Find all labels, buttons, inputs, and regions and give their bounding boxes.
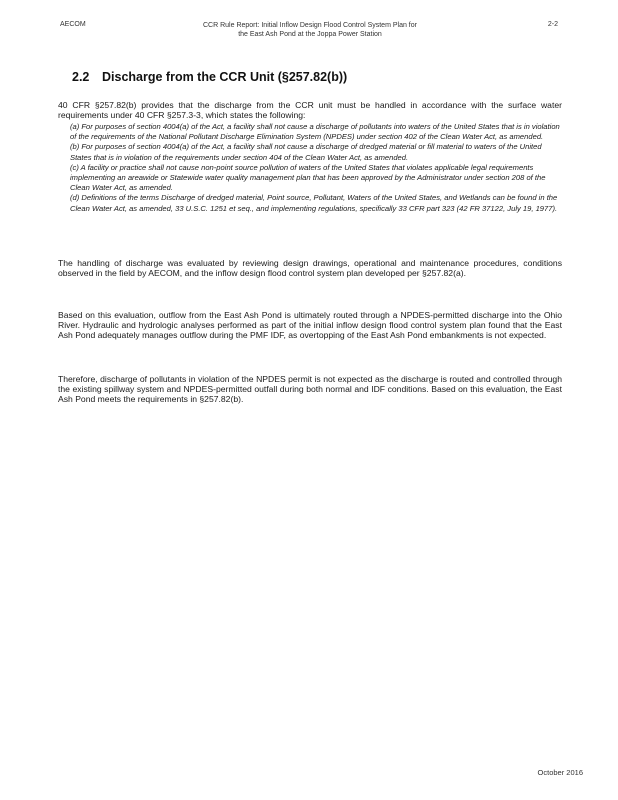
header-page-number: 2-2 — [547, 21, 558, 28]
section-number: 2.2 — [72, 70, 90, 84]
quote-item-d: (d) Definitions of the terms Discharge of dredged material, Point source, Pollutant, Waters of the United States, and Wetlands can be found in the Clean Water Act, as amended, 33 U.S.C. 1251 et seq., and implementing regulations, specifically 33 CFR part 323 (42 FR 37122, July 19, 1977). — [70, 193, 558, 213]
quote-item-b: (b) For purposes of section 4004(a) of the Act, a facility shall not cause a discharge of dredged material or fill material to waters of the United States that is in violation of the requirements under section 404 of the Clean Water Act, as amended. — [70, 142, 542, 162]
header-report-title — [160, 21, 460, 39]
header-company: AECOM — [60, 21, 86, 28]
quote-item-a: (a) For purposes of section 4004(a) of the Act, a facility shall not cause a discharge of pollutants into waters of the United States that is in violation of the requirements of the National Pollutant Discharge Elimination System (NPDES) under section 402 of the Clean Water Act, as amended. — [70, 122, 560, 142]
paragraph-outflow-routing: Based on this evaluation, outflow from the East Ash Pond is ultimately routed through a NPDES-permitted discharge into the Ohio River. Hydraulic and hydrologic analyses performed as part of the initial inflow design flood control system plan found that the East Ash Pond adequately manages outflow during the PMF IDF, as overtopping of the East Ash Pond embankments is not expected. — [58, 310, 562, 341]
quote-item-c: (c) A facility or practice shall not cause non-point source pollution of waters of the United States that violates applicable legal requirements implementing an areawide or Statewide water quality management plan that has been approved by the Administrator under section 208 of the Clean Water Act, as amended. — [70, 162, 546, 193]
header-title-line-2: the East Ash Pond at the Joppa Power Station — [238, 31, 382, 38]
section-title-text: Discharge from the CCR Unit (§257.82(b)) — [102, 70, 348, 84]
footer-date: October 2016 — [537, 768, 583, 777]
regulation-quote — [70, 122, 562, 214]
intro-paragraph: 40 CFR §257.82(b) provides that the discharge from the CCR unit must be handled in accordance with the surface water requirements under 40 CFR §257.3-3, which states the following: — [58, 100, 562, 121]
paragraph-conclusion: Therefore, discharge of pollutants in violation of the NPDES permit is not expected as the discharge is routed and controlled through the existing spillway system and NPDES-permitted outfall during both normal and IDF conditions. Based on this evaluation, the East Ash Pond meets the requirements in §257.82(b). — [58, 374, 562, 405]
header-title-line-1: CCR Rule Report: Initial Inflow Design Flood Control System Plan for — [203, 22, 417, 29]
section-heading — [72, 70, 347, 84]
paragraph-evaluation-method: The handling of discharge was evaluated by reviewing design drawings, operational and maintenance procedures, conditions observed in the field by AECOM, and the inflow design flood control system plan developed per §257.82(a). — [58, 258, 562, 279]
